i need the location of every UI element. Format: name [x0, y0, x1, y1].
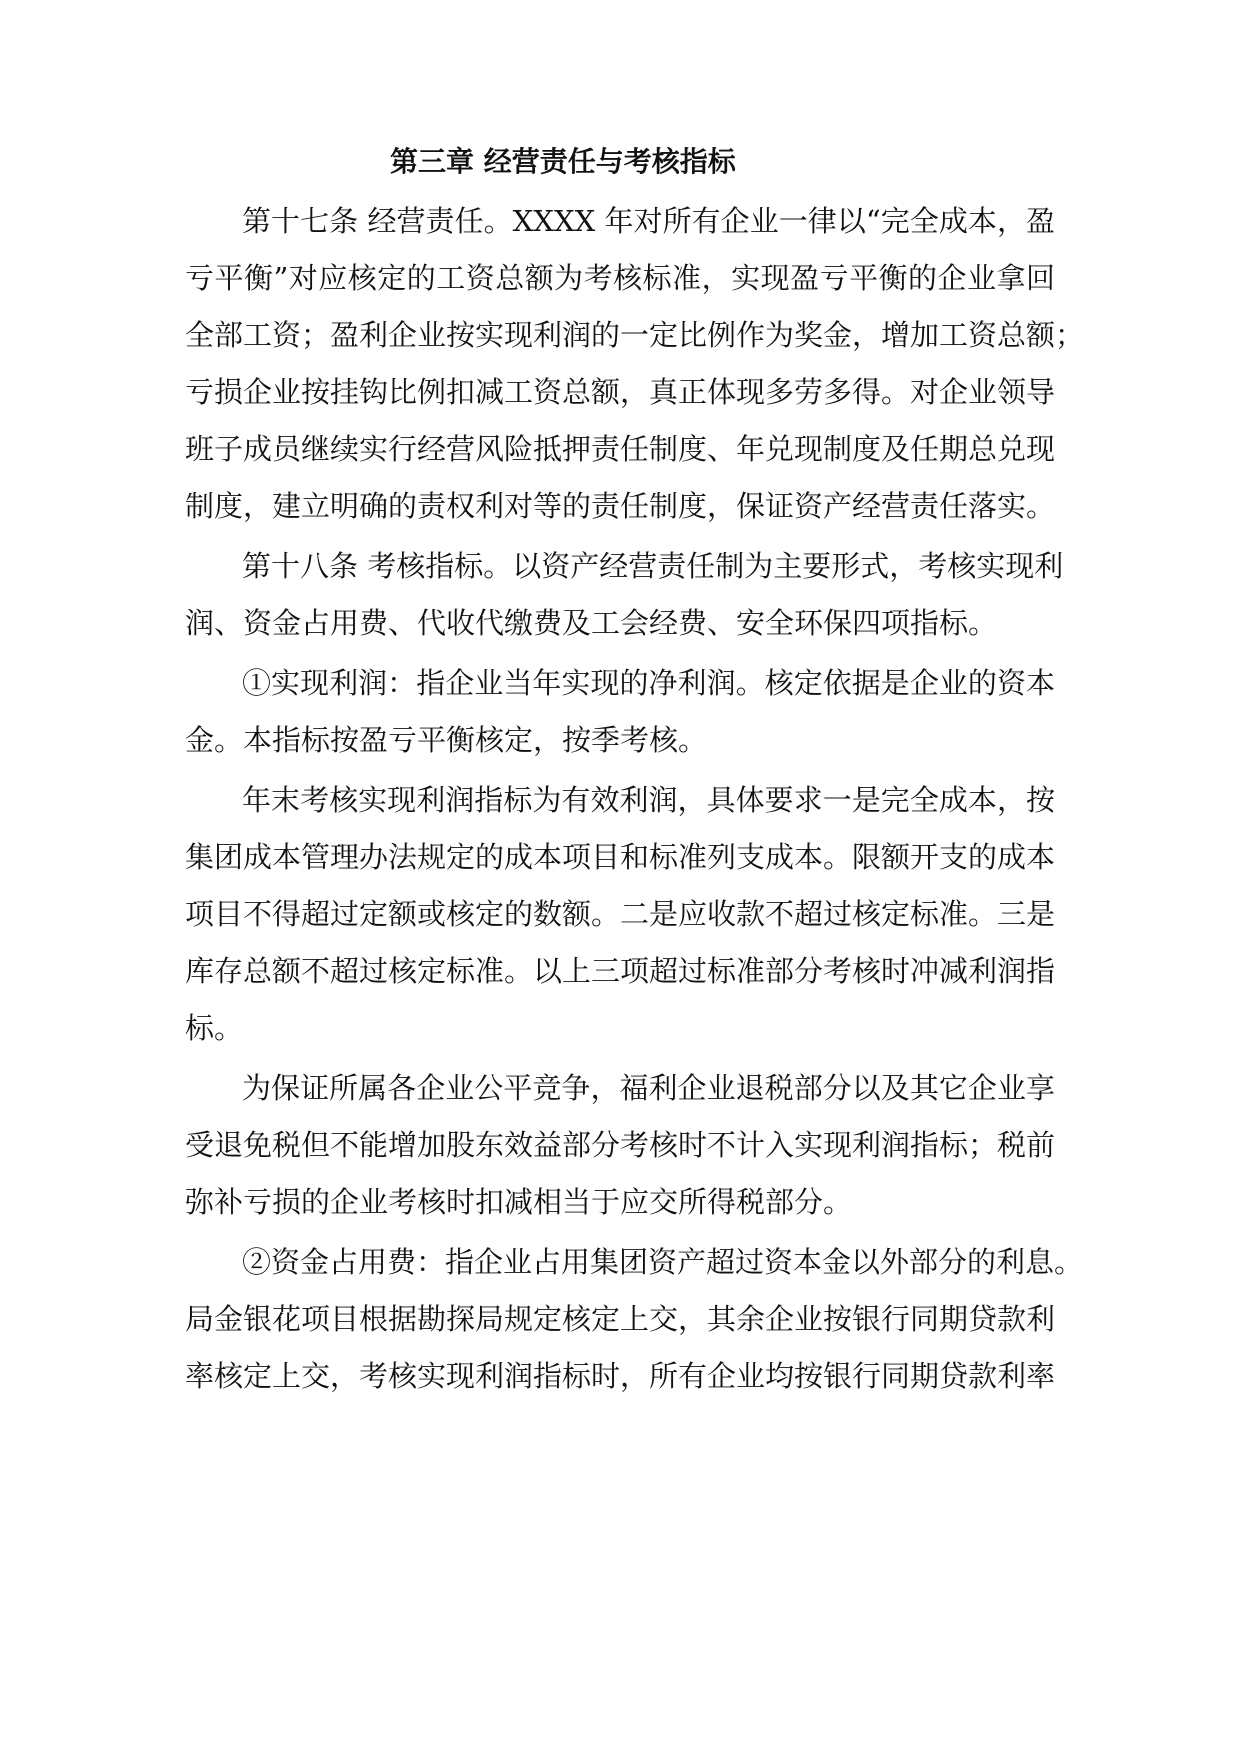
text-line: 为保证所属各企业公平竞争，福利企业退税部分以及其它企业享 — [242, 1071, 1055, 1105]
paragraph — [185, 1234, 1084, 1405]
paragraph — [185, 538, 1064, 652]
text-line: 全部工资；盈利企业按实现利润的一定比例作为奖金，增加工资总额； — [185, 318, 1085, 352]
document-body — [185, 193, 1085, 1408]
text-line: 金。本指标按盈亏平衡核定，按季考核。 — [185, 723, 708, 757]
text-line: ①实现利润：指企业当年实现的净利润。核定依据是企业的资本 — [242, 666, 1055, 700]
paragraph — [185, 193, 1085, 535]
text-line: 第十八条 考核指标。以资产经营责任制为主要形式，考核实现利 — [242, 549, 1064, 583]
text-line: 局金银花项目根据勘探局规定核定上交，其余企业按银行同期贷款利 — [185, 1302, 1056, 1336]
text-line: 第十七条 经营责任。XXXX 年对所有企业一律以“完全成本，盈 — [242, 204, 1055, 238]
text-line: 年末考核实现利润指标为有效利润，具体要求一是完全成本，按 — [242, 783, 1055, 817]
text-line: 班子成员继续实行经营风险抵押责任制度、年兑现制度及任期总兑现 — [185, 432, 1056, 466]
text-line: 亏损企业按挂钩比例扣减工资总额，真正体现多劳多得。对企业领导 — [185, 375, 1056, 409]
paragraph — [185, 655, 1055, 769]
text-line: 率核定上交，考核实现利润指标时，所有企业均按银行同期贷款利率 — [185, 1359, 1056, 1393]
paragraph — [185, 772, 1055, 1057]
text-line: 受退免税但不能增加股东效益部分考核时不计入实现利润指标；税前 — [185, 1128, 1056, 1162]
chapter-title: 第三章 经营责任与考核指标 — [390, 145, 736, 178]
text-line: 润、资金占用费、代收代缴费及工会经费、安全环保四项指标。 — [185, 606, 998, 640]
text-line: 库存总额不超过核定标准。以上三项超过标准部分考核时冲减利润指 — [185, 954, 1056, 988]
text-line: 亏平衡”对应核定的工资总额为考核标准，实现盈亏平衡的企业拿回 — [185, 261, 1055, 295]
text-line: 项目不得超过定额或核定的数额。二是应收款不超过核定标准。三是 — [185, 897, 1056, 931]
text-line: 集团成本管理办法规定的成本项目和标准列支成本。限额开支的成本 — [185, 840, 1056, 874]
text-line: ②资金占用费：指企业占用集团资产超过资本金以外部分的利息。 — [242, 1245, 1084, 1279]
text-line: 标。 — [185, 1011, 244, 1045]
text-line: 弥补亏损的企业考核时扣减相当于应交所得税部分。 — [185, 1185, 853, 1219]
paragraph — [185, 1060, 1055, 1231]
text-line: 制度，建立明确的责权利对等的责任制度，保证资产经营责任落实。 — [185, 489, 1056, 523]
